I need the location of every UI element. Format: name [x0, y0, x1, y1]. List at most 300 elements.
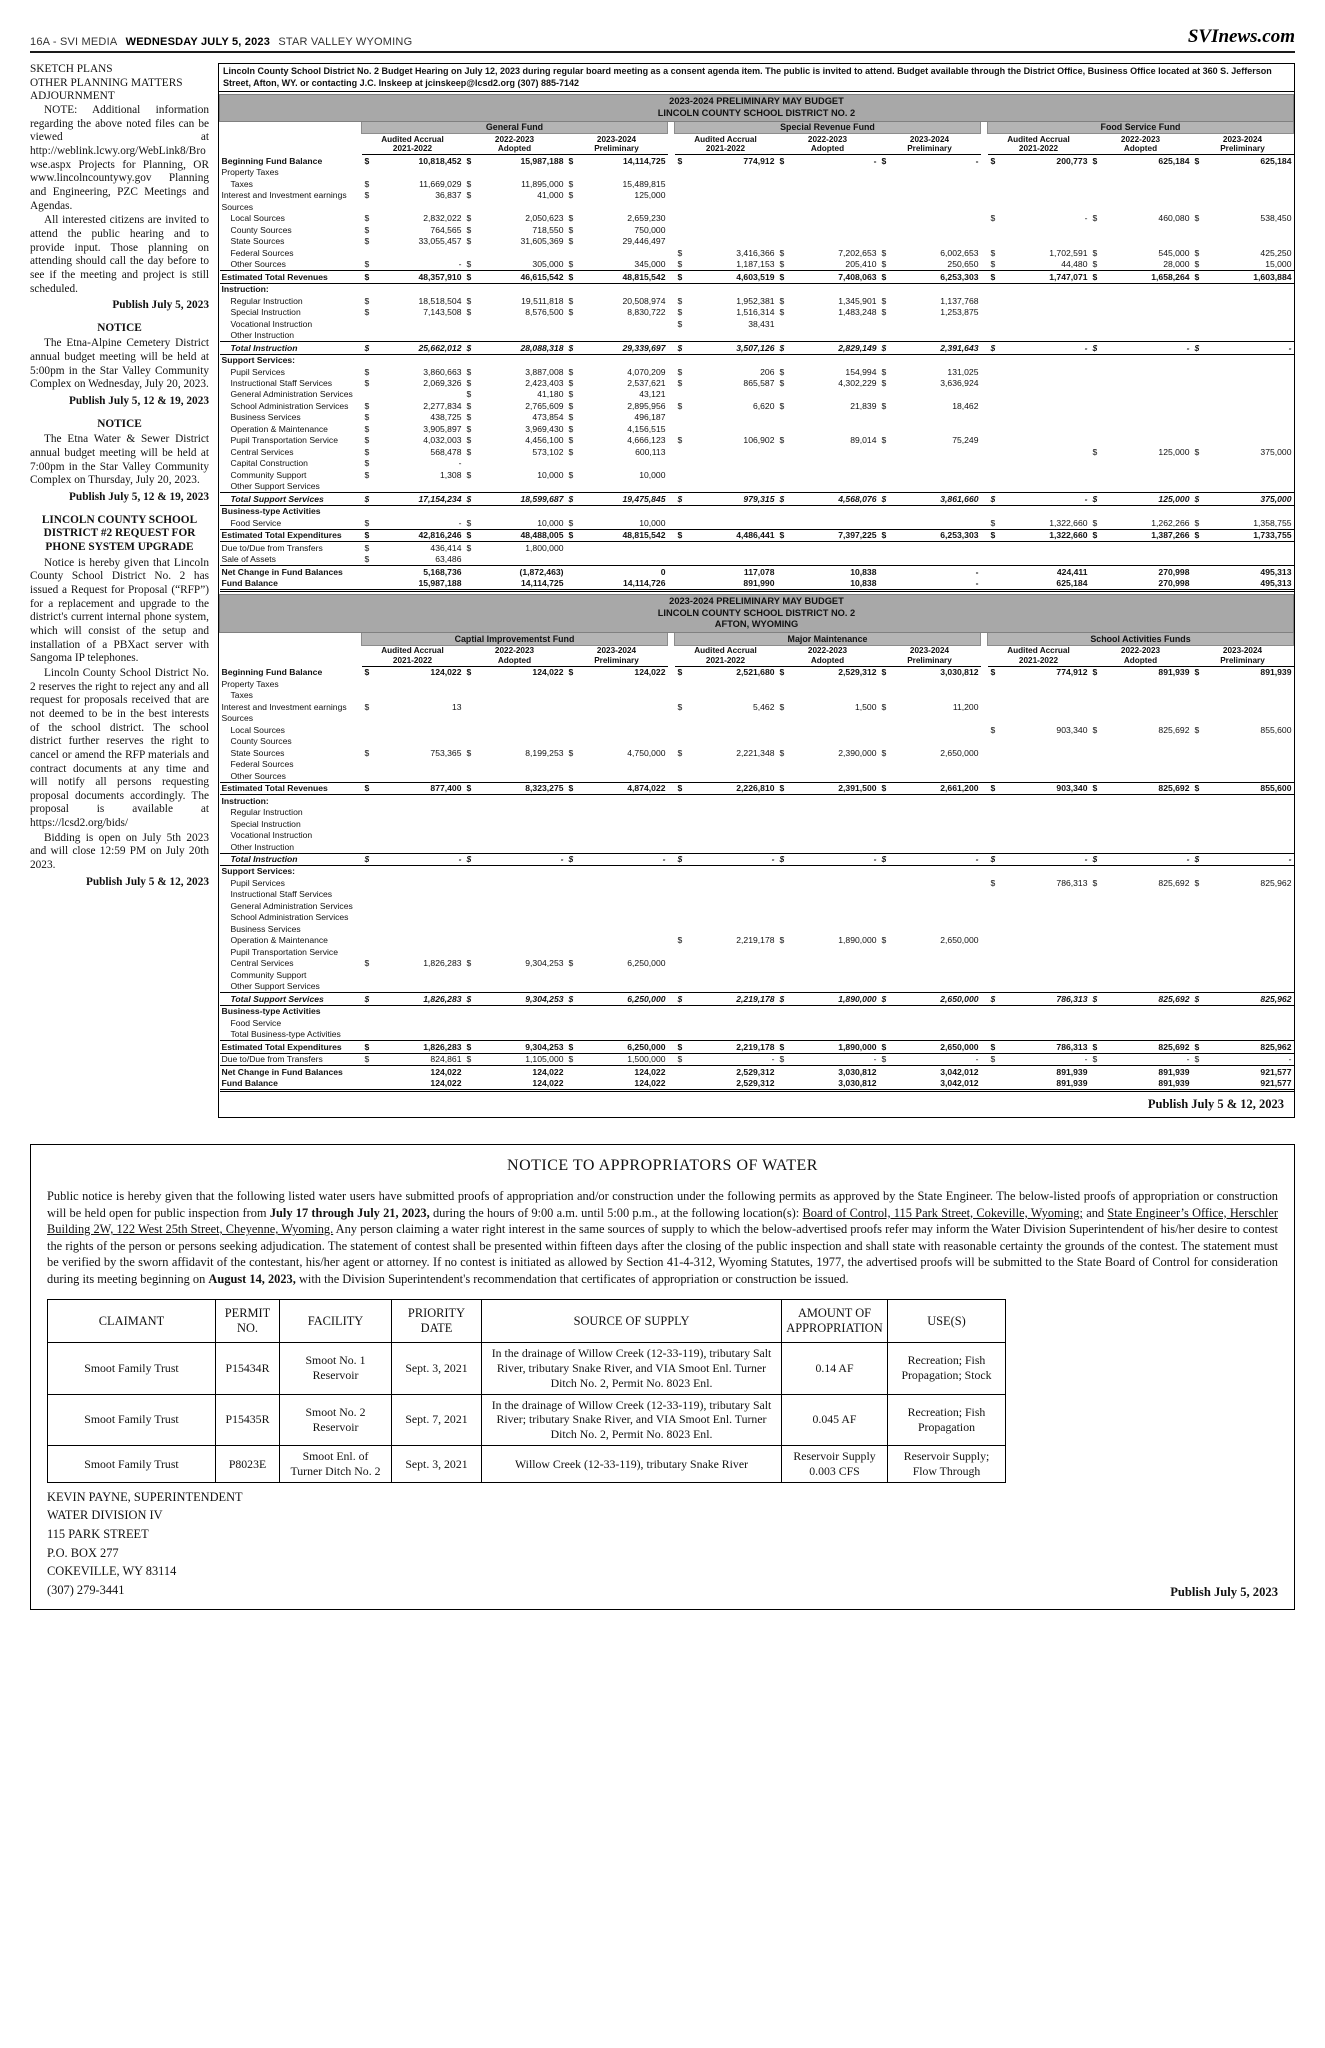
row-label: Estimated Total Expenditures — [220, 529, 362, 541]
value-cell — [879, 877, 981, 888]
value-cell: $ 1,387,266 — [1090, 529, 1192, 541]
value-cell: $ 786,313 — [990, 877, 1088, 888]
value-cell — [362, 935, 464, 946]
value-cell — [464, 912, 566, 923]
value-cell: $ 10,000 — [568, 517, 666, 528]
body-segment: August 14, 2023, — [208, 1271, 296, 1286]
budget-publish-line: Publish July 5 & 12, 2023 — [1147, 1097, 1284, 1112]
source-cell: Willow Creek (12-33-119), tributary Snake River — [482, 1446, 782, 1483]
value-cell — [879, 517, 981, 529]
value-cell — [566, 724, 668, 735]
value-cell — [566, 841, 668, 853]
value-cell: $ 425,250 — [1194, 247, 1292, 258]
budget-table-afton — [219, 594, 1294, 1092]
value-cell — [675, 236, 777, 247]
body-segment: Any person claiming a water right interest in the same sources of supply to which the below-advertised proofs refer may inform the Water Division Superintendent of his/her desire to contest the rights of the person or persons seeking adjudication. The statement of contest shall be presented within fifteen days after the closing of the public inspection and shall state with reasonable certainty the grounds of the contest. The statement must be verified by the sworn affidavit of the contestant, his/her agent or attorney. If no contest is initiated as allowed by Section 41-4-312, Wyoming Statutes, 1977, the advertised proofs will be submitted to the State Board of Control for consideration during its meeting beginning on — [47, 1222, 1279, 1286]
budget-table-title — [220, 595, 1294, 633]
value-cell: $ 3,861,660 — [879, 493, 981, 505]
title-line: LINCOLN COUNTY SCHOOL DISTRICT NO. 2 — [657, 607, 856, 618]
column-header: 2022-2023 Adopted — [1090, 134, 1192, 155]
value-cell — [1192, 713, 1294, 724]
value-cell — [566, 807, 668, 818]
value-cell — [777, 354, 879, 366]
value-cell — [1192, 224, 1294, 235]
value-cell: $ 2,650,000 — [881, 935, 979, 946]
value-cell: 625,184 — [988, 578, 1090, 591]
value-cell: $ - — [675, 853, 777, 865]
value-cell — [464, 759, 566, 770]
value-cell: $ 2,650,000 — [881, 747, 979, 758]
value-cell: 424,411 — [988, 566, 1090, 578]
row-label: Community Support — [230, 469, 307, 480]
permit-cell: P15435R — [216, 1394, 280, 1446]
value-cell — [879, 958, 981, 969]
value-cell: $ 206 — [677, 366, 775, 377]
value-cell — [777, 318, 879, 329]
value-cell: $ 75,249 — [881, 435, 979, 446]
value-cell — [879, 224, 981, 235]
legal-heading: NOTICE — [97, 417, 142, 430]
value-cell: 2,529,312 — [675, 1078, 777, 1091]
legal-para: Notice is hereby given that Lincoln County School District No. 2 has issued a Request for Proposal (“RFP”) for a replacement and upgrade to the district's current internal phone system, which will consist of the setup and installation of a PBXact server with Sangoma IP telephones. — [30, 556, 209, 665]
water-notice-body — [47, 1188, 1278, 1287]
value-cell: $ 855,600 — [1194, 724, 1292, 735]
row-label: Pupil Services — [230, 366, 285, 377]
value-cell: 124,022 — [362, 1066, 464, 1078]
value-cell — [362, 283, 464, 295]
value-cell: $ 1,308 — [364, 469, 462, 480]
value-cell — [464, 690, 566, 701]
value-cell — [988, 935, 1090, 946]
value-cell — [777, 770, 879, 782]
value-cell — [566, 201, 668, 212]
value-cell: $ 774,912 — [677, 155, 775, 166]
legal-line: ADJOURNMENT — [30, 90, 115, 103]
value-cell — [1192, 1029, 1294, 1041]
value-cell: $ 31,605,369 — [466, 236, 564, 247]
value-cell — [362, 505, 464, 517]
value-cell — [1090, 678, 1192, 689]
row-label: General Administration Services — [230, 900, 353, 911]
value-cell — [1192, 923, 1294, 934]
value-cell — [777, 167, 879, 178]
value-cell — [988, 900, 1090, 911]
value-cell — [879, 818, 981, 829]
value-cell: $ 21,839 — [779, 400, 877, 411]
value-cell: 124,022 — [464, 1078, 566, 1091]
water-col-header: FACILITY — [280, 1300, 392, 1343]
value-cell — [1090, 505, 1192, 517]
value-cell — [464, 1017, 566, 1028]
value-cell — [988, 923, 1090, 934]
value-cell — [362, 889, 464, 900]
value-cell — [566, 247, 668, 258]
value-cell: 891,939 — [988, 1078, 1090, 1091]
value-cell — [566, 770, 668, 782]
value-cell — [1192, 400, 1294, 411]
value-cell — [1090, 818, 1192, 829]
value-cell — [1192, 969, 1294, 980]
row-label: Business-type Activities — [221, 1006, 321, 1017]
value-cell: $ 4,486,441 — [675, 529, 777, 541]
value-cell: $ 106,902 — [677, 435, 775, 446]
value-cell: $ 877,400 — [362, 782, 464, 794]
value-cell — [566, 354, 668, 366]
legal-para: All interested citizens are invited to attend the public hearing and to provide input. Those planning on attending should call the day before to see if the meeting and project is still scheduled. — [30, 214, 209, 295]
value-cell — [1192, 747, 1294, 758]
row-label: Net Change in Fund Balances — [220, 1066, 362, 1078]
value-cell: $ 750,000 — [568, 224, 666, 235]
value-cell — [777, 946, 879, 957]
row-label: Other Support Services — [230, 981, 320, 992]
value-cell — [1192, 701, 1294, 712]
value-cell — [1090, 713, 1192, 724]
value-cell: $ 1,358,755 — [1194, 517, 1292, 528]
value-cell: $ 2,423,403 — [466, 378, 564, 388]
value-cell — [777, 830, 879, 841]
value-cell — [1090, 469, 1192, 480]
value-cell: $ 496,187 — [568, 412, 666, 423]
value-cell — [988, 958, 1090, 969]
value-cell: $ - — [881, 1054, 979, 1065]
column-header: Audited Accrual 2021-2022 — [675, 134, 777, 155]
value-cell — [675, 770, 777, 782]
value-cell: $ - — [1194, 1054, 1292, 1065]
value-cell — [988, 354, 1090, 366]
value-cell — [777, 759, 879, 770]
value-cell — [988, 841, 1090, 853]
column-header: 2023-2024 Preliminary — [1192, 134, 1294, 155]
value-cell — [988, 435, 1090, 446]
value-cell: $ 4,156,515 — [568, 423, 666, 434]
row-label: Sources — [221, 713, 254, 724]
value-cell — [777, 1017, 879, 1028]
value-cell — [675, 807, 777, 818]
value-cell — [464, 830, 566, 841]
value-cell: $ 6,002,653 — [881, 247, 979, 258]
value-cell: $ 891,939 — [1194, 667, 1292, 678]
value-cell — [988, 759, 1090, 770]
signature-line: 115 PARK STREET — [47, 1527, 149, 1542]
value-cell: $ - — [1092, 1054, 1190, 1065]
value-cell — [879, 900, 981, 911]
value-cell: $ - — [364, 259, 462, 270]
value-cell — [566, 969, 668, 980]
value-cell — [362, 923, 464, 934]
value-cell — [988, 554, 1090, 566]
value-cell: $ 3,887,008 — [466, 366, 564, 377]
value-cell — [879, 505, 981, 517]
row-label: Community Support — [230, 969, 307, 980]
value-cell — [1192, 690, 1294, 701]
column-header: 2022-2023 Adopted — [777, 134, 879, 155]
value-cell — [777, 423, 879, 434]
date-cell: Sept. 7, 2021 — [392, 1394, 482, 1446]
water-claims-table — [47, 1299, 1006, 1483]
value-cell — [1192, 505, 1294, 517]
value-cell: $ 2,765,609 — [466, 400, 564, 411]
value-cell — [362, 912, 464, 923]
legal-publish: Publish July 5, 12 & 19, 2023 — [69, 491, 209, 504]
body-segment: Board of Control, 115 Park Street, Cokeville, Wyoming; — [802, 1205, 1083, 1220]
water-col-header: USE(S) — [888, 1300, 1006, 1343]
value-cell — [879, 713, 981, 724]
value-cell — [362, 759, 464, 770]
value-cell — [675, 412, 777, 423]
value-cell — [362, 877, 464, 888]
value-cell: $ 764,565 — [364, 224, 462, 235]
value-cell — [777, 713, 879, 724]
value-cell — [566, 458, 668, 469]
uses-cell: Recreation; Fish Propagation — [888, 1394, 1006, 1446]
value-cell: $ 8,576,500 — [466, 307, 564, 318]
value-cell: 3,030,812 — [777, 1066, 879, 1078]
fund-header: Food Service Fund — [988, 121, 1294, 134]
legal-publish: Publish July 5 & 12, 2023 — [85, 875, 209, 888]
value-cell: $ 1,733,755 — [1192, 529, 1294, 541]
row-label: Instructional Staff Services — [230, 378, 333, 388]
value-cell — [988, 736, 1090, 747]
issue-date: WEDNESDAY JULY 5, 2023 — [125, 36, 271, 48]
value-cell — [1090, 841, 1192, 853]
value-cell: $ 7,408,063 — [777, 271, 879, 283]
value-cell — [675, 900, 777, 911]
value-cell: $ 903,340 — [990, 724, 1088, 735]
value-cell — [988, 389, 1090, 400]
value-cell: $ - — [879, 853, 981, 865]
value-cell — [1090, 554, 1192, 566]
value-cell — [464, 318, 566, 329]
row-label: Interest and Investment earnings — [221, 701, 347, 712]
value-cell — [362, 807, 464, 818]
column-header: Audited Accrual 2021-2022 — [988, 134, 1090, 155]
value-cell: $ 4,032,003 — [364, 435, 462, 446]
value-cell — [464, 877, 566, 888]
row-label: Food Service — [230, 517, 282, 528]
value-cell — [1090, 435, 1192, 446]
value-cell — [777, 190, 879, 201]
value-cell: $ 36,837 — [364, 190, 462, 201]
value-cell: $ 375,000 — [1194, 446, 1292, 457]
signature-line: COKEVILLE, WY 83114 — [47, 1564, 177, 1579]
row-label: Due to/Due from Transfers — [221, 1054, 323, 1065]
value-cell — [362, 795, 464, 807]
value-cell — [1090, 923, 1192, 934]
value-cell — [879, 678, 981, 689]
row-label: Estimated Total Revenues — [220, 782, 362, 794]
value-cell — [1192, 912, 1294, 923]
value-cell — [1192, 807, 1294, 818]
value-cell: $ 48,815,542 — [566, 529, 668, 541]
value-cell — [1090, 690, 1192, 701]
value-cell: $ 3,416,366 — [677, 247, 775, 258]
source-cell: In the drainage of Willow Creek (12-33-119), tributary Salt River, tributary Snake River, and VIA Smoot Enl. Turner Ditch No. 2, Permit No. 8023 Enl. — [482, 1342, 782, 1394]
value-cell — [777, 412, 879, 423]
value-cell — [879, 770, 981, 782]
value-cell — [675, 958, 777, 969]
value-cell: $ 1,483,248 — [779, 307, 877, 318]
value-cell — [362, 969, 464, 980]
value-cell — [566, 935, 668, 946]
value-cell: $ - — [988, 853, 1090, 865]
value-cell — [1192, 981, 1294, 993]
value-cell: 124,022 — [362, 1078, 464, 1091]
value-cell: $ 825,962 — [1192, 993, 1294, 1005]
value-cell: $ 1,702,591 — [990, 247, 1088, 258]
value-cell — [777, 517, 879, 529]
value-cell: $ 19,475,845 — [566, 493, 668, 505]
value-cell — [777, 213, 879, 224]
row-label: Operation & Maintenance — [230, 423, 328, 434]
value-cell — [675, 554, 777, 566]
claimant-cell: Smoot Family Trust — [48, 1394, 216, 1446]
value-cell — [879, 690, 981, 701]
value-cell — [988, 912, 1090, 923]
value-cell — [1090, 307, 1192, 318]
value-cell: $ - — [988, 342, 1090, 354]
value-cell: 891,939 — [1090, 1066, 1192, 1078]
value-cell — [879, 213, 981, 224]
value-cell — [988, 236, 1090, 247]
value-cell: $ 1,890,000 — [777, 993, 879, 1005]
value-cell — [464, 458, 566, 469]
legal-para: The Etna Water & Sewer District annual budget meeting will be held at 7:00pm in the Star Valley Community Complex on Thursday, July 20, 2023. — [30, 433, 209, 487]
value-cell — [1090, 400, 1192, 411]
value-cell — [362, 389, 464, 400]
value-cell — [777, 330, 879, 342]
value-cell — [777, 224, 879, 235]
value-cell: $ 2,219,178 — [677, 935, 775, 946]
value-cell: $ - — [988, 493, 1090, 505]
row-label: Federal Sources — [230, 759, 294, 770]
value-cell — [362, 713, 464, 724]
value-cell — [675, 889, 777, 900]
value-cell — [675, 542, 777, 554]
value-cell — [675, 1029, 777, 1041]
value-cell — [1090, 889, 1192, 900]
value-cell: $ 1,826,283 — [364, 958, 462, 969]
value-cell: $ 438,725 — [364, 412, 462, 423]
value-cell — [777, 958, 879, 969]
value-cell — [1192, 330, 1294, 342]
value-cell: $ 1,826,283 — [362, 993, 464, 1005]
water-claim-row — [48, 1342, 1006, 1394]
value-cell — [1090, 366, 1192, 377]
value-cell: $ 19,511,818 — [466, 295, 564, 306]
row-label: Instruction: — [221, 284, 269, 295]
value-cell: $ 473,854 — [466, 412, 564, 423]
value-cell: $ 18,462 — [881, 400, 979, 411]
water-table-body — [48, 1342, 1006, 1482]
value-cell — [1192, 307, 1294, 318]
value-cell: 10,838 — [777, 578, 879, 591]
value-cell — [464, 247, 566, 258]
value-cell — [1090, 178, 1192, 189]
claimant-cell: Smoot Family Trust — [48, 1446, 216, 1483]
value-cell — [988, 318, 1090, 329]
row-label: Estimated Total Expenditures — [220, 1041, 362, 1053]
value-cell — [777, 236, 879, 247]
value-cell — [464, 713, 566, 724]
value-cell — [988, 889, 1090, 900]
value-cell — [1192, 423, 1294, 434]
value-cell — [988, 412, 1090, 423]
value-cell — [675, 283, 777, 295]
value-cell: $ - — [677, 1054, 775, 1065]
column-header: Audited Accrual 2021-2022 — [675, 645, 777, 666]
value-cell — [988, 946, 1090, 957]
value-cell — [777, 807, 879, 818]
value-cell — [566, 923, 668, 934]
row-label: Business Services — [230, 923, 301, 934]
value-cell — [675, 981, 777, 993]
value-cell — [675, 458, 777, 469]
value-cell: $ 10,000 — [466, 469, 564, 480]
value-cell: $ 4,070,209 — [568, 366, 666, 377]
value-cell — [1192, 770, 1294, 782]
value-cell — [1090, 865, 1192, 877]
value-cell — [1192, 412, 1294, 423]
value-cell: $ 6,250,000 — [566, 993, 668, 1005]
value-cell — [1192, 178, 1294, 189]
value-cell: $ 600,113 — [568, 446, 666, 457]
permit-cell: P15434R — [216, 1342, 280, 1394]
value-cell — [464, 1005, 566, 1017]
legal-lines — [30, 63, 209, 104]
value-cell — [777, 736, 879, 747]
value-cell: $ 891,939 — [1092, 667, 1190, 678]
value-cell: $ 2,391,643 — [879, 342, 981, 354]
value-cell: $ 825,692 — [1090, 1041, 1192, 1053]
value-cell — [1192, 795, 1294, 807]
value-cell: $ 2,221,348 — [677, 747, 775, 758]
value-cell — [777, 900, 879, 911]
value-cell — [1192, 435, 1294, 446]
value-cell — [362, 167, 464, 178]
value-cell: 14,114,725 — [464, 578, 566, 591]
body-segment: July 17 through July 21, 2023, — [269, 1205, 430, 1220]
value-cell — [777, 458, 879, 469]
value-cell — [777, 1005, 879, 1017]
row-label: Other Instruction — [230, 841, 295, 852]
value-cell: - — [879, 566, 981, 578]
value-cell: $ 1,253,875 — [881, 307, 979, 318]
row-label: Property Taxes — [221, 167, 279, 178]
value-cell: $ 42,816,246 — [362, 529, 464, 541]
value-cell: $ 1,800,000 — [466, 542, 564, 553]
row-label: School Administration Services — [230, 400, 349, 411]
row-label: Vocational Instruction — [230, 830, 313, 841]
budget-area — [218, 63, 1295, 1118]
value-cell — [1090, 224, 1192, 235]
row-label: Special Instruction — [230, 307, 301, 318]
value-cell: $ - — [364, 517, 462, 528]
value-cell: $ 9,304,253 — [466, 958, 564, 969]
value-cell — [988, 690, 1090, 701]
value-cell — [777, 889, 879, 900]
value-cell: 891,990 — [675, 578, 777, 591]
value-cell: $ 200,773 — [990, 155, 1088, 166]
value-cell: $ 4,874,022 — [566, 782, 668, 794]
value-cell — [675, 969, 777, 980]
value-cell — [1192, 469, 1294, 480]
value-cell: $ - — [777, 853, 879, 865]
value-cell: 3,042,012 — [879, 1066, 981, 1078]
value-cell — [988, 167, 1090, 178]
value-cell — [566, 830, 668, 841]
value-cell — [879, 736, 981, 747]
value-cell — [675, 678, 777, 689]
